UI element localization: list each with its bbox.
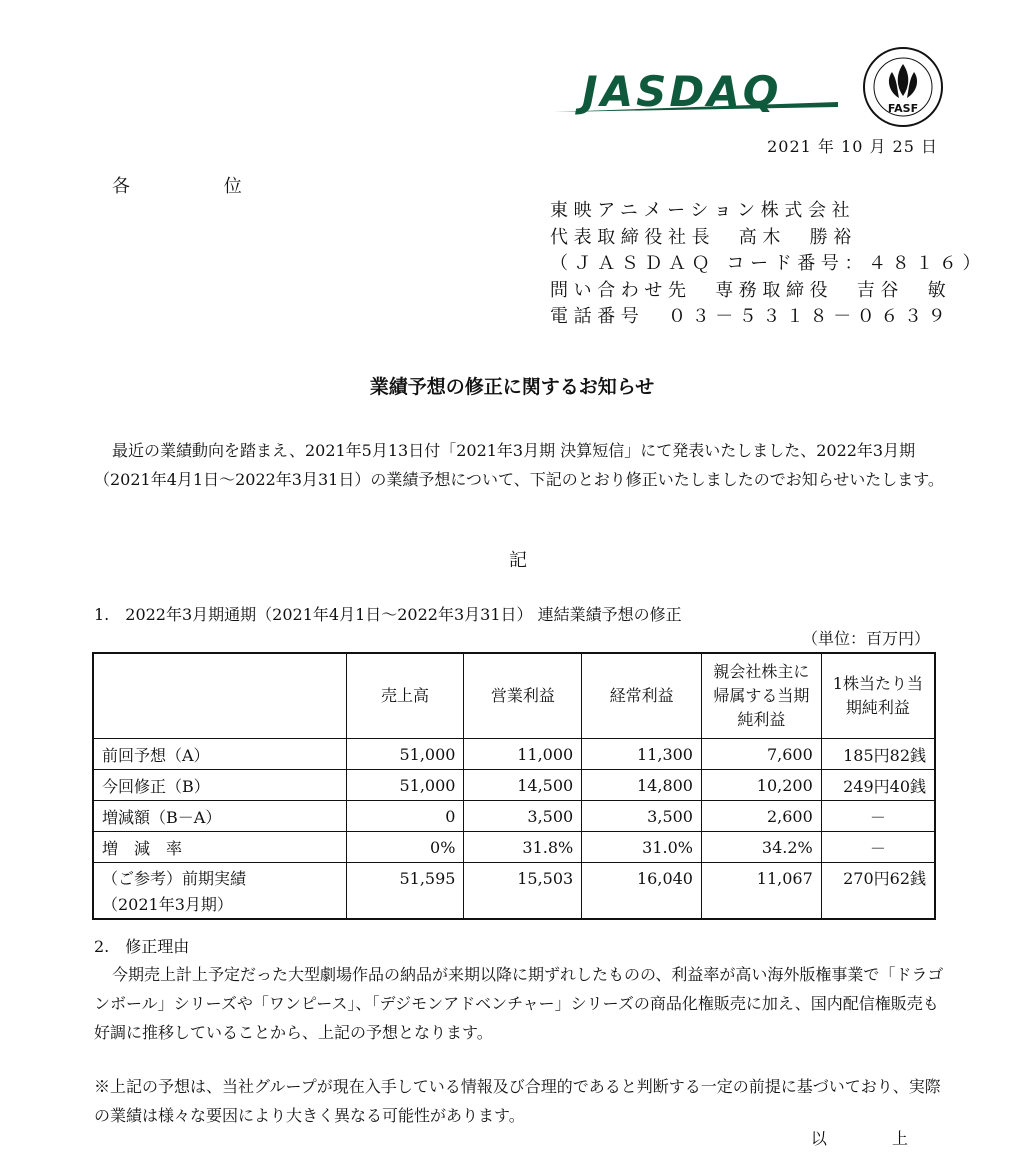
issuer-company: 東映アニメーション株式会社 — [550, 200, 856, 221]
document-title: 業績予想の修正に関するお知らせ — [369, 376, 655, 398]
table-cell: 15,503 — [464, 863, 582, 920]
header-cell-eps: 1株当たり当期純利益 — [821, 653, 935, 739]
table-cell: 249円40銭 — [821, 770, 935, 801]
table-cell: 0 — [346, 801, 464, 832]
table-cell: 11,067 — [701, 863, 821, 920]
reason-paragraph: 今期売上計上予定だった大型劇場作品の納品が来期以降に期ずれしたものの、利益率が高い海外版権事業で「ドラゴンボール」シリーズや「ワンピース」、「デジモンアドベンチャー」シリーズの商品化権販売に加え、国内配信権販売も好調に推移していることから、上記の予想となります。 — [94, 965, 944, 1042]
header-cell-sales: 売上高 — [346, 653, 464, 739]
table-cell: 51,595 — [346, 863, 464, 920]
ki-heading: 記 — [509, 550, 527, 571]
section1-heading: 1. 2022年3月期通期（2021年4月1日～2022年3月31日） 連結業績予想の修正 — [94, 605, 682, 624]
addressee: 各 位 — [112, 176, 286, 197]
table-row — [93, 739, 935, 770]
row-label: 前回予想（A） — [93, 739, 346, 770]
row-label: 増 減 率 — [93, 832, 346, 863]
disclaimer-note: ※上記の予想は、当社グループが現在入手している情報及び合理的であると判断する一定の前提に基づいており、実際の業績は様々な要因により大きく異なる可能性があります。 — [94, 1077, 941, 1125]
forecast-table — [92, 652, 936, 920]
issuer-phone: 電話番号 ０３－５３１８－０６３９ — [550, 306, 952, 327]
table-row — [93, 770, 935, 801]
table-cell: 11,000 — [464, 739, 582, 770]
table-cell: 2,600 — [701, 801, 821, 832]
table-cell: － — [821, 801, 935, 832]
issuer-block — [550, 198, 986, 331]
table-cell: 11,300 — [582, 739, 702, 770]
row-label: 増減額（B－A） — [93, 801, 346, 832]
table-cell: 31.8% — [464, 832, 582, 863]
jasdaq-logo-text: JASDAQ — [582, 68, 782, 116]
document-date: 2021 年 10 月 25 日 — [767, 137, 938, 156]
table-cell: 14,800 — [582, 770, 702, 801]
row-label-line2: （2021年3月期） — [102, 895, 233, 914]
table-cell: 3,500 — [464, 801, 582, 832]
fasf-seal — [862, 46, 944, 132]
header-cell-operating-profit: 営業利益 — [464, 653, 582, 739]
table-cell: 31.0% — [582, 832, 702, 863]
row-label-line1: （ご参考）前期実績 — [102, 869, 247, 888]
table-header-row — [93, 653, 935, 739]
fasf-seal-text: FASF — [887, 102, 919, 115]
issuer-code: （ＪＡＳＤＡＱ コード番号：４８１６） — [550, 253, 987, 274]
row-label: 今回修正（B） — [93, 770, 346, 801]
table-cell: 0% — [346, 832, 464, 863]
table-cell: 7,600 — [701, 739, 821, 770]
table-cell: 34.2% — [701, 832, 821, 863]
table-row — [93, 801, 935, 832]
table-cell: 270円62銭 — [821, 863, 935, 920]
row-label — [93, 863, 346, 920]
jasdaq-logo — [552, 68, 840, 124]
table-cell: 51,000 — [346, 739, 464, 770]
closing-mark: 以 上 — [810, 1129, 938, 1148]
issuer-representative: 代表取締役社長 高木 勝裕 — [550, 226, 857, 248]
table-row — [93, 863, 935, 920]
table-row — [93, 832, 935, 863]
section2-heading: 2. 修正理由 — [94, 937, 190, 956]
table-cell: － — [821, 832, 935, 863]
table-cell: 3,500 — [582, 801, 702, 832]
intro-paragraph: 最近の業績動向を踏まえ、2021年5月13日付「2021年3月期 決算短信」にて発表いたしました、2022年3月期（2021年4月1日～2022年3月31日）の業績予想について、下記のとおり修正いたしましたのでお知らせいたします。 — [94, 441, 944, 489]
table-cell: 10,200 — [701, 770, 821, 801]
table-cell: 14,500 — [464, 770, 582, 801]
unit-label: （単位：百万円） — [801, 629, 930, 648]
table-cell: 51,000 — [346, 770, 464, 801]
header-cell-ordinary-profit: 経常利益 — [582, 653, 702, 739]
header-cell-net-income: 親会社株主に帰属する当期純利益 — [701, 653, 821, 739]
header-cell-blank — [93, 653, 346, 739]
table-cell: 185円82銭 — [821, 739, 935, 770]
table-cell: 16,040 — [582, 863, 702, 920]
issuer-contact: 問い合わせ先 専務取締役 吉谷 敏 — [550, 279, 952, 301]
